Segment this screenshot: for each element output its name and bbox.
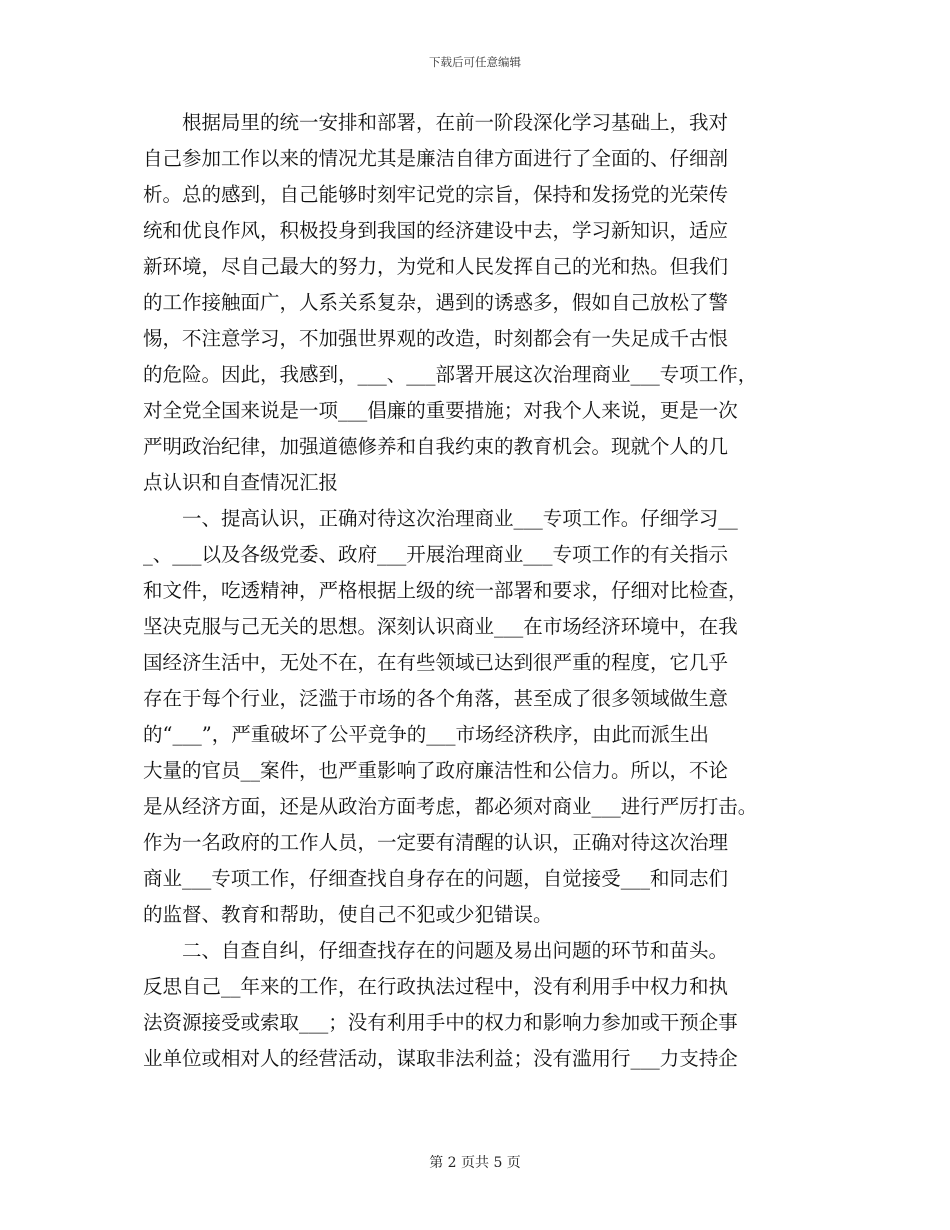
text-line: 严明政治纪律，加强道德修养和自我约束的教育机会。现就个人的几 [143, 435, 729, 458]
text-line: 的“___”，严重破坏了公平竞争的___市场经济秩序，由此而派生出 [143, 723, 709, 746]
text-line: 存在于每个行业，泛滥于市场的各个角落，甚至成了很多领域做生意 [143, 687, 729, 710]
text-line: 一、提高认识，正确对待这次治理商业___专项工作。仔细学习__ [143, 507, 738, 530]
text-line: 坚决克服与己无关的思想。深刻认识商业___在市场经济环境中，在我 [143, 615, 738, 638]
page-header-note: 下载后可任意编辑 [429, 55, 521, 69]
text-line: 点认识和自查情况汇报 [143, 471, 339, 494]
text-line: 法资源接受或索取___；没有利用手中的权力和影响力参加或干预企事 [143, 1011, 738, 1034]
text-line: 国经济生活中，无处不在，在有些领域已达到很严重的程度，它几乎 [143, 651, 729, 674]
text-line: 是从经济方面，还是从政治方面考虑，都必须对商业___进行严厉打击。 [143, 795, 758, 818]
text-line: 自己参加工作以来的情况尤其是廉洁自律方面进行了全面的、仔细剖 [143, 147, 729, 170]
text-line: 商业___专项工作，仔细查找自身存在的问题，自觉接受___和同志们 [143, 867, 729, 890]
text-line: 和文件，吃透精神，严格根据上级的统一部署和要求，仔细对比检查， [143, 579, 748, 602]
text-line: 反思自己__年来的工作，在行政执法过程中，没有利用手中权力和执 [143, 975, 729, 998]
text-line: 作为一名政府的工作人员，一定要有清醒的认识，正确对待这次治理 [143, 831, 729, 854]
text-line: 惕，不注意学习，不加强世界观的改造，时刻都会有一失足成千古恨 [143, 327, 729, 350]
text-line: 根据局里的统一安排和部署，在前一阶段深化学习基础上，我对 [143, 111, 729, 134]
text-line: 二、自查自纠，仔细查找存在的问题及易出问题的环节和苗头。 [143, 939, 729, 962]
text-line: _、___以及各级党委、政府___开展治理商业___专项工作的有关指示 [143, 543, 729, 566]
text-line: 统和优良作风，积极投身到我国的经济建设中去，学习新知识，适应 [143, 219, 729, 242]
text-line: 的监督、教育和帮助，使自己不犯或少犯错误。 [143, 903, 553, 926]
page-number-footer: 第 2 页共 5 页 [429, 1155, 521, 1171]
text-line: 新环境，尽自己最大的努力，为党和人民发挥自己的光和热。但我们 [143, 255, 729, 278]
text-line: 业单位或相对人的经营活动，谋取非法利益；没有滥用行___力支持企 [143, 1047, 738, 1070]
text-line: 大量的官员__案件，也严重影响了政府廉洁性和公信力。所以，不论 [143, 759, 729, 782]
text-line: 析。总的感到，自己能够时刻牢记党的宗旨，保持和发扬党的光荣传 [143, 183, 729, 206]
text-line: 的工作接触面广，人系关系复杂，遇到的诱惑多，假如自己放松了警 [143, 291, 729, 314]
text-line: 的危险。因此，我感到，___、___部署开展这次治理商业___专项工作， [143, 363, 758, 386]
text-line: 对全党全国来说是一项___倡廉的重要措施；对我个人来说，更是一次 [143, 399, 738, 422]
